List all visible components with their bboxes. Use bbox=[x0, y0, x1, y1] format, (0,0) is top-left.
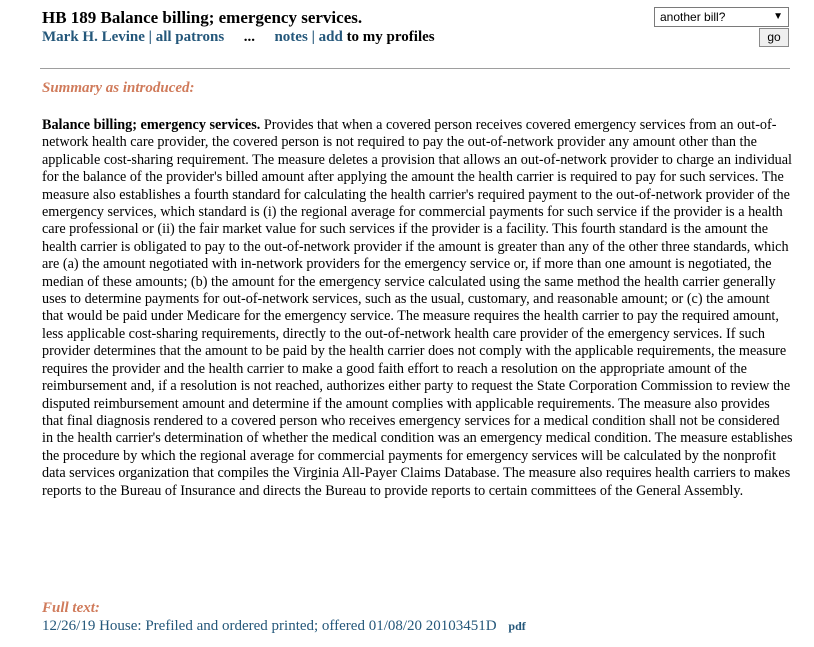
full-text-link[interactable]: 12/26/19 House: Prefiled and ordered printed; offered 01/08/20 20103451D bbox=[42, 618, 497, 634]
header-divider bbox=[40, 68, 790, 69]
bill-select-value: another bill? bbox=[660, 10, 726, 24]
go-button[interactable]: go bbox=[759, 28, 789, 47]
notes-separator: | bbox=[311, 29, 315, 45]
patron-link[interactable]: Mark H. Levine bbox=[42, 29, 145, 45]
full-text-entry bbox=[42, 617, 526, 636]
bill-select-dropdown[interactable] bbox=[654, 7, 789, 27]
pdf-link[interactable]: pdf bbox=[508, 619, 526, 633]
ellipsis-text: ... bbox=[243, 29, 255, 45]
full-text-heading: Full text: bbox=[42, 600, 100, 616]
chevron-down-icon: ▼ bbox=[773, 11, 783, 22]
patron-separator: | bbox=[148, 29, 152, 45]
summary-body: Provides that when a covered person receives covered emergency services from an out-of-network health care provider, the covered person is not required to pay the out-of-network provider any amount other than the applicable cost-sharing requirement. The measure deletes a provision that allows an out-of-network provider to charge an individual for the balance of the provider's billed amount after applying the amount the health carrier is required to pay for such services. The measure also establishes a fourth standard for calculating the health carrier's required payment to the out-of-network provider of the emergency services, which standard is (i) the regional average for commercial payments for such service if the provider is a health care professional or (ii) the fair market value for such services if the provider is a facility. This fourth standard is the amount the health carrier is obligated to pay to the out-of-network provider if the amount is greater than any of the other three standards, which are (a) the amount negotiated with in-network providers for the emergency service or, if more than one amount is negotiated, the median of these amounts; (b) the amount for the emergency service calculated using the same method the health carrier generally uses to determine payments for out-of-network services, such as the usual, customary, and reasonable amount; or (c) the amount that would be paid under Medicare for the emergency service. The measure requires the health carrier to pay the required amount, less applicable cost-sharing requirements, directly to the out-of-network health care provider of the emergency services. If such provider determines that the amount to be paid by the health carrier does not comply with the applicable requirements, the measure requires the provider and the health carrier to make a good faith effort to reach a resolution on the appropriate amount of the reimbursement and, if a resolution is not reached, authorizes either party to request the State Corporation Commission to review the disputed reimbursement amount and determine if the amount complies with applicable requirements. The measure also provides that final diagnosis rendered to a covered person who receives emergency services for a medical condition shall not be considered in the health carrier's determination of whether the medical condition was an emergency medical condition. The measure establishes the procedure by which the regional average for commercial payments for emergency services will be calculated by the nonprofit data services organization that compiles the Virginia All-Payer Claims Database. The measure also requires health carriers to makes reports to the Bureau of Insurance and directs the Bureau to provide reports to certain committees of the General Assembly. bbox=[42, 117, 793, 499]
summary-heading: Summary as introduced: bbox=[42, 80, 195, 96]
summary-lead: Balance billing; emergency services. bbox=[42, 117, 261, 133]
bill-title: HB 189 Balance billing; emergency services. bbox=[42, 8, 363, 27]
patron-line bbox=[42, 28, 435, 47]
summary-text bbox=[42, 117, 794, 500]
all-patrons-link[interactable]: all patrons bbox=[155, 29, 225, 45]
add-link[interactable]: add bbox=[318, 29, 343, 45]
notes-link[interactable]: notes bbox=[274, 29, 308, 45]
profiles-text: to my profiles bbox=[346, 29, 435, 45]
